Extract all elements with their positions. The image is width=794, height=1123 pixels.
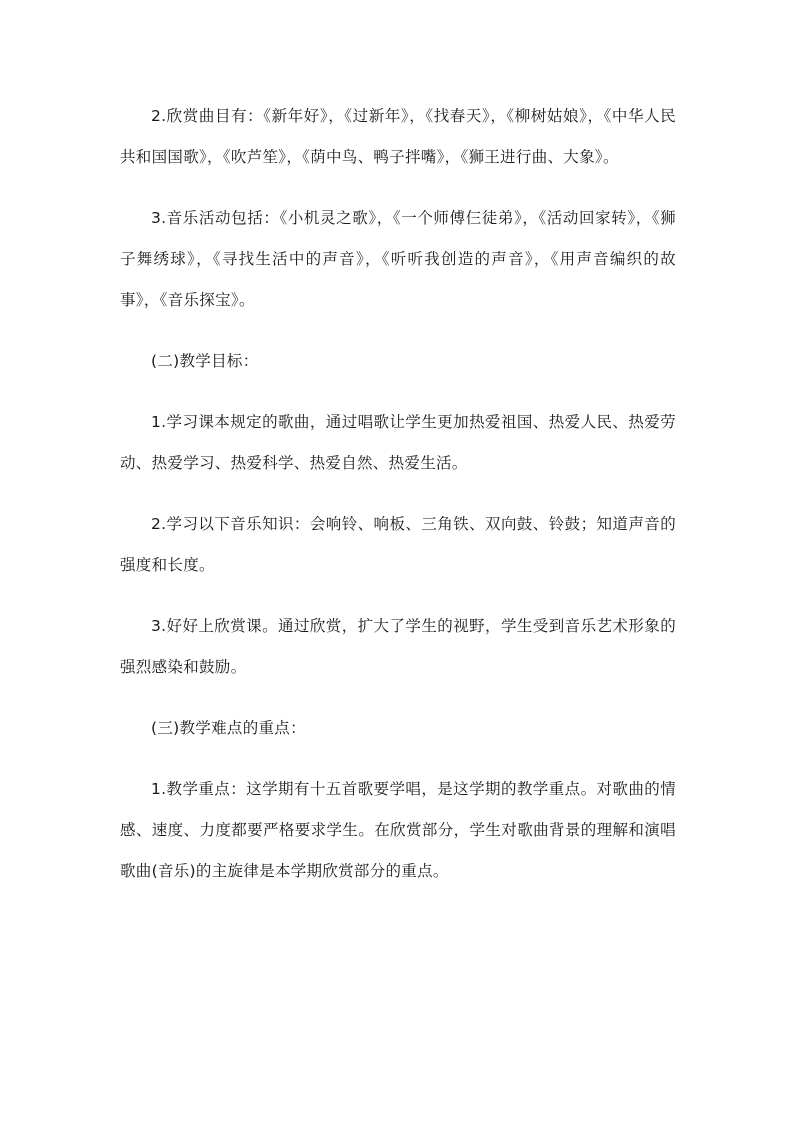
- paragraph-goal-1: 1.学习课本规定的歌曲，通过唱歌让学生更加热爱祖国、热爱人民、热爱劳动、热爱学习、热爱科学、热爱自然、热爱生活。: [120, 413, 676, 472]
- paragraph-goal-2: 2.学习以下音乐知识：会响铃、响板、三角铁、双向鼓、铃鼓；知道声音的强度和长度。: [120, 515, 676, 574]
- paragraph-music-activities: 3.音乐活动包括：《小机灵之歌》，《一个师傅仨徒弟》，《活动回家转》，《狮子舞绣球》，《寻找生活中的声音》，《听听我创造的声音》，《用声音编织的故事》，《音乐探宝》。: [120, 209, 676, 309]
- document-page: [120, 96, 676, 912]
- paragraph-appreciation-pieces: 2.欣赏曲目有：《新年好》，《过新年》，《找春天》，《柳树姑娘》，《中华人民共和国国歌》，《吹芦笙》，《荫中鸟、鸭子拌嘴》，《狮王进行曲、大象》。: [120, 107, 676, 166]
- section-heading-key-points: (三)教学难点的重点：: [151, 719, 306, 737]
- paragraph-key-point-1: 1.教学重点：这学期有十五首歌要学唱，是这学期的教学重点。对歌曲的情感、速度、力度都要严格要求学生。在欣赏部分，学生对歌曲背景的理解和演唱歌曲(音乐)的主旋律是本学期欣赏部分的重点。: [120, 780, 676, 880]
- section-heading-teaching-goals: (二)教学目标：: [151, 352, 259, 370]
- paragraph-goal-3: 3.好好上欣赏课。通过欣赏，扩大了学生的视野，学生受到音乐艺术形象的强烈感染和鼓励。: [120, 617, 676, 676]
